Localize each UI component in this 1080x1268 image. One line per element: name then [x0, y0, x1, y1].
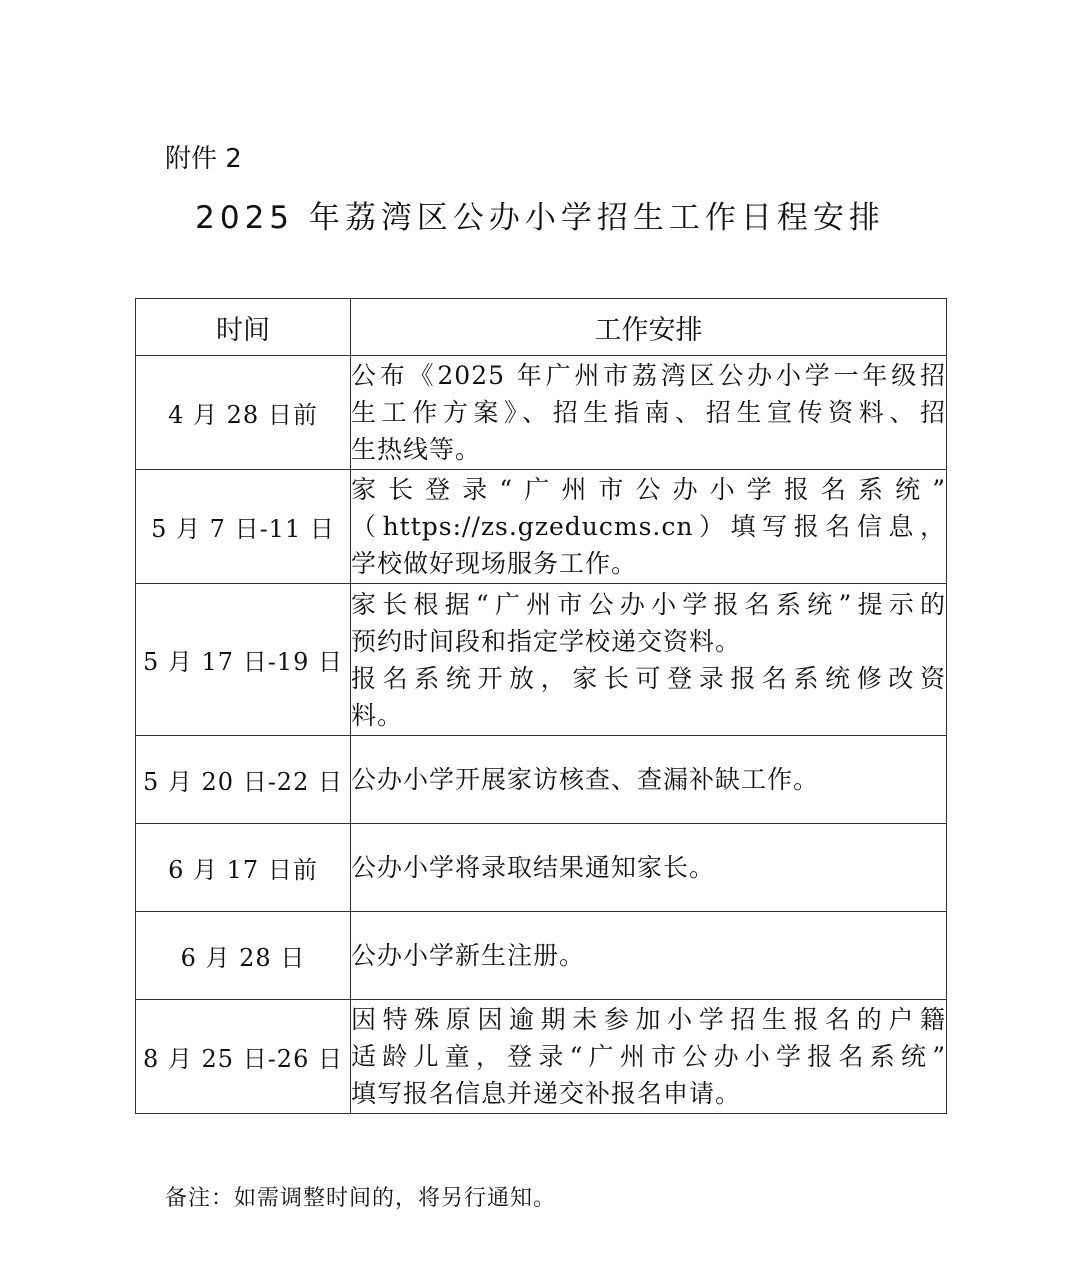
schedule-table	[135, 298, 947, 1114]
work-line: 生工作方案》、招生指南、招生宣传资料、招	[351, 398, 946, 427]
column-header-time: 时间	[136, 299, 351, 356]
row-time: 6 月 17 日前	[136, 824, 351, 912]
table-header-row	[136, 299, 947, 356]
work-line: 报名系统开放，家长可登录报名系统修改资	[351, 663, 946, 693]
row-work	[351, 912, 947, 1000]
row-work	[351, 584, 947, 736]
work-line: 生热线等。	[351, 435, 482, 464]
table-row	[136, 824, 947, 912]
work-line: 因特殊原因逾期未参加小学招生报名的户籍	[351, 1005, 946, 1034]
table-row	[136, 1000, 947, 1114]
work-line: 家长登录“广州市公办小学报名系统”	[351, 475, 946, 504]
work-line: （https://zs.gzeducms.cn）填写报名信息，	[351, 512, 946, 541]
attachment-label: 附件 2	[165, 144, 242, 174]
row-work	[351, 1000, 947, 1114]
footnote: 备注：如需调整时间的，将另行通知。	[165, 1186, 557, 1211]
work-line: 公办小学新生注册。	[351, 941, 586, 970]
row-time: 4 月 28 日前	[136, 356, 351, 470]
row-work	[351, 824, 947, 912]
table-row	[136, 736, 947, 824]
table-row	[136, 584, 947, 736]
row-work	[351, 356, 947, 470]
row-time: 6 月 28 日	[136, 912, 351, 1000]
column-header-work: 工作安排	[351, 299, 947, 356]
page-title: 2025 年荔湾区公办小学招生工作日程安排	[195, 200, 885, 236]
work-line: 公办小学将录取结果通知家长。	[351, 853, 716, 882]
work-line: 学校做好现场服务工作。	[351, 549, 638, 578]
work-line: 预约时间段和指定学校递交资料。	[351, 626, 742, 656]
row-work	[351, 736, 947, 824]
row-time: 5 月 20 日-22 日	[136, 736, 351, 824]
work-line: 料。	[351, 700, 404, 730]
row-time: 5 月 7 日-11 日	[136, 470, 351, 584]
table-row	[136, 356, 947, 470]
row-work	[351, 470, 947, 584]
table-row	[136, 470, 947, 584]
row-time: 8 月 25 日-26 日	[136, 1000, 351, 1114]
work-line: 公布《2025 年广州市荔湾区公办小学一年级招	[351, 361, 946, 390]
work-line: 公办小学开展家访核查、查漏补缺工作。	[351, 765, 820, 794]
work-line: 家长根据“广州市公办小学报名系统”提示的	[351, 589, 946, 619]
table-row	[136, 912, 947, 1000]
work-line: 填写报名信息并递交补报名申请。	[351, 1079, 742, 1108]
row-time: 5 月 17 日-19 日	[136, 584, 351, 736]
work-line: 适龄儿童，登录“广州市公办小学报名系统”	[351, 1042, 946, 1071]
